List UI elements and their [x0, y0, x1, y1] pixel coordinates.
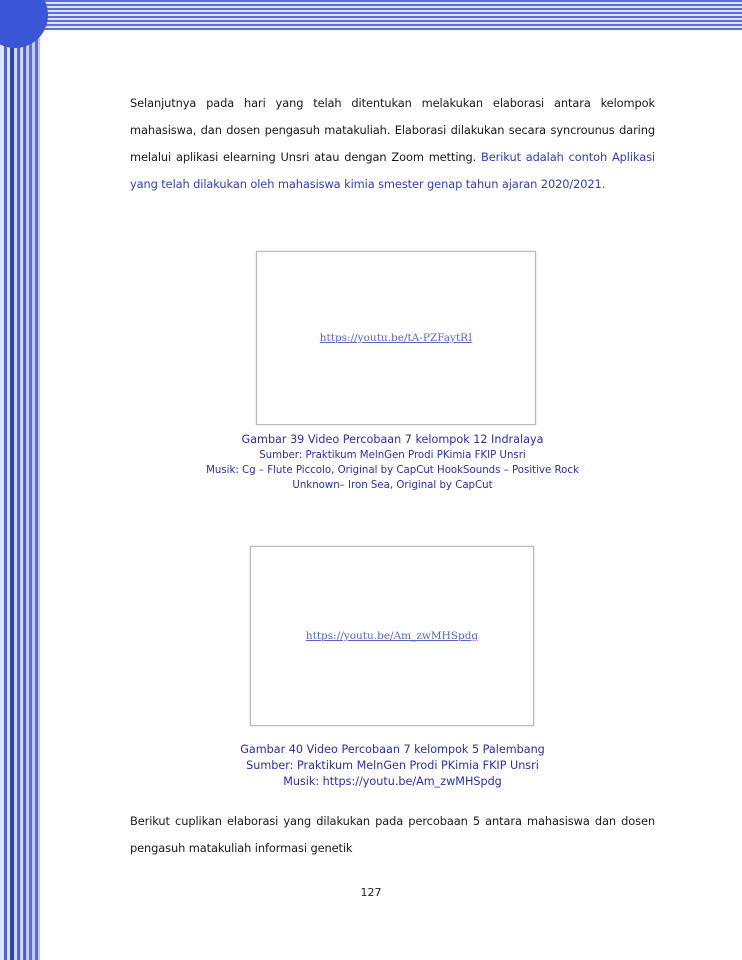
figure-1-title: Gambar 39 Video Percobaan 7 kelompok 12 Indralaya	[241, 433, 544, 446]
intro-text: Selanjutnya pada hari yang telah ditentukan melakukan elaborasi antara kelompok mahasiswa, dan dosen pengasuh matakuliah. Elaborasi dilakukan secara syncrounus daring melalui aplikasi elearning Unsri atau dengan Zoom metting.	[130, 96, 655, 164]
figure-2-title: Gambar 40 Video Percobaan 7 kelompok 5 Palembang	[240, 743, 545, 756]
page-number: 127	[360, 886, 382, 899]
figure-1-caption	[130, 432, 655, 493]
page-top-border	[0, 0, 742, 30]
video-embed-1[interactable]	[256, 251, 536, 425]
closing-section	[130, 808, 655, 862]
closing-paragraph: Berikut cuplikan elaborasi yang dilakukan pada percobaan 5 antara mahasiswa dan dosen pengasuh matakuliah informasi genetik	[130, 814, 655, 855]
figure-2-source: Sumber: Praktikum MelnGen Prodi PKimia FKIP Unsri	[246, 759, 539, 772]
corner-circle-ornament	[0, 0, 48, 48]
figure-2-music: Musik: https://youtu.be/Am_zwMHSpdg	[283, 775, 502, 788]
figure-1-music-line-1: Musik: Cg – Flute Piccolo, Original by CapCut HookSounds – Positive Rock	[206, 465, 579, 476]
video-embed-2[interactable]	[250, 546, 534, 726]
intro-section	[130, 90, 655, 198]
video-link-2[interactable]: https://youtu.be/Am_zwMHSpdg	[305, 630, 479, 642]
video-link-1[interactable]: https://youtu.be/tA-PZFaytRI	[319, 332, 473, 344]
figure-2-caption	[130, 742, 655, 790]
page-left-border-stripes	[14, 0, 40, 960]
intro-example-text: Berikut adalah contoh Aplikasi yang telah dilakukan oleh mahasiswa kimia smester genap tahun ajaran 2020/2021.	[130, 150, 655, 191]
figure-1-music-line-2: Unknown– Iron Sea, Original by CapCut	[292, 480, 493, 491]
figure-1-source: Sumber: Praktikum MelnGen Prodi PKimia FKIP Unsri	[259, 450, 526, 461]
intro-paragraph	[130, 90, 655, 198]
